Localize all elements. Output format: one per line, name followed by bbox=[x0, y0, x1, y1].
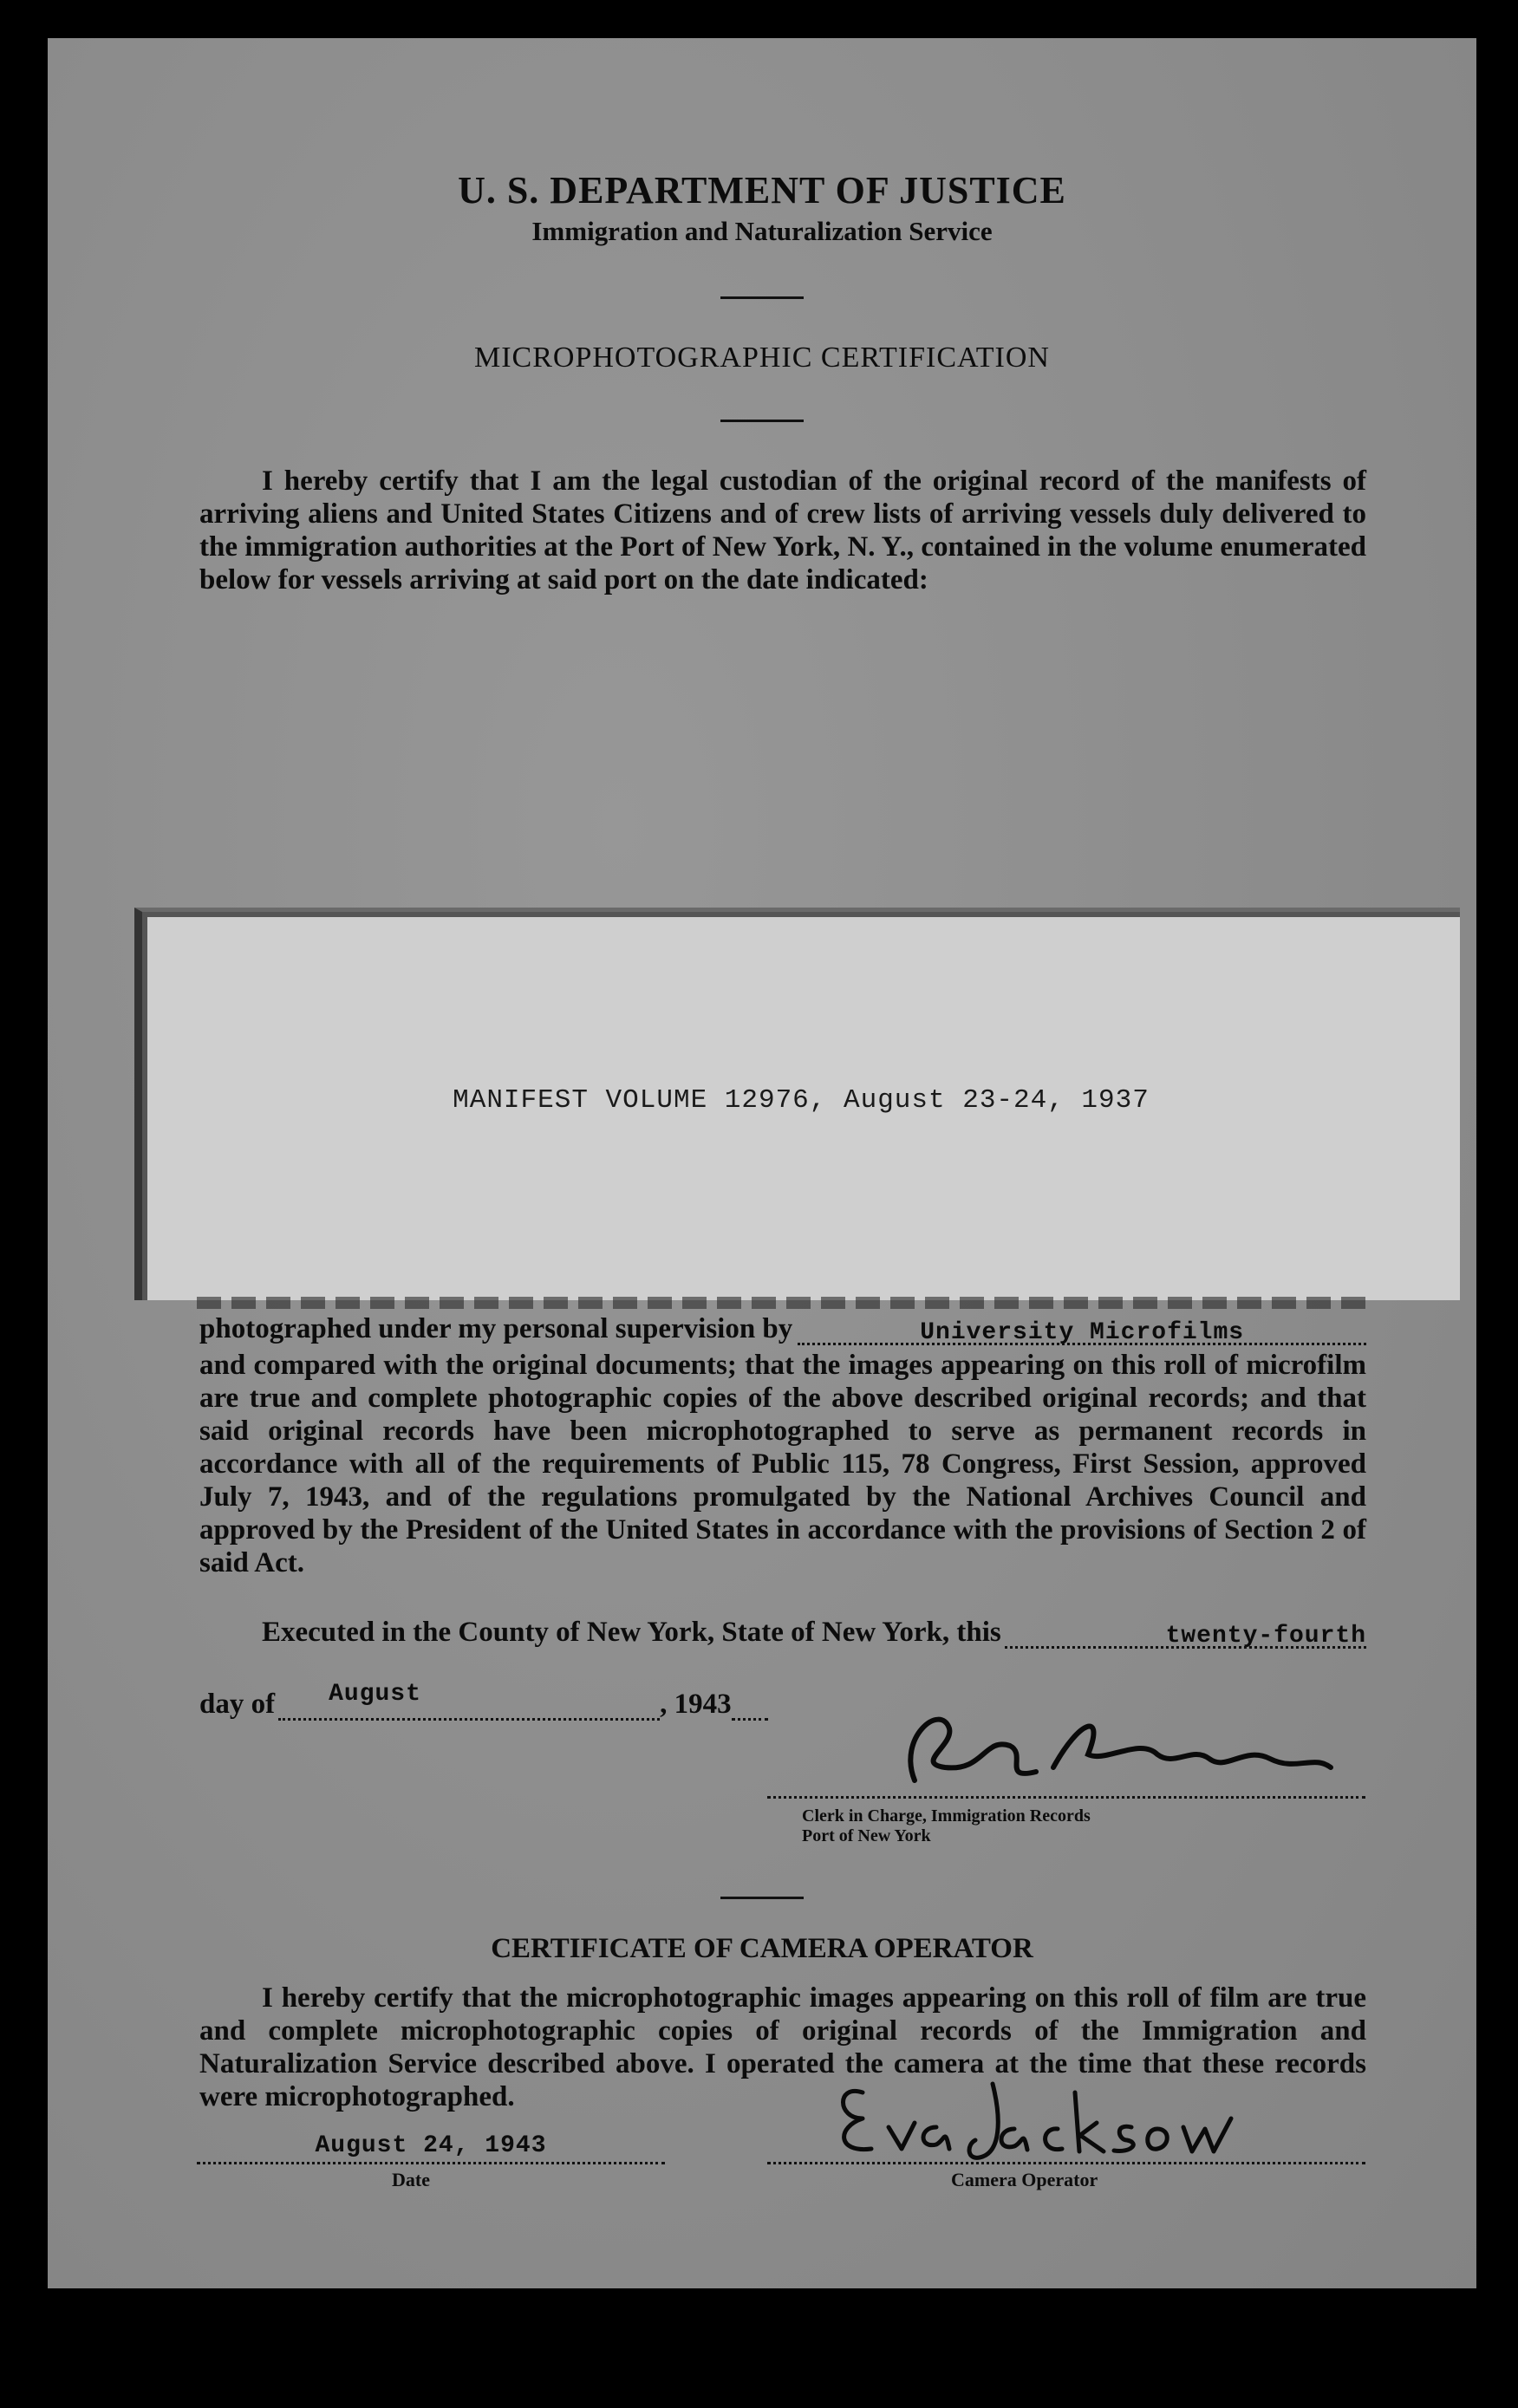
service-subheading: Immigration and Naturalization Service bbox=[531, 216, 993, 246]
clerk-signature bbox=[880, 1685, 1365, 1798]
certificate-page bbox=[48, 38, 1476, 2288]
form-title: MICROPHOTOGRAPHIC CERTIFICATION bbox=[473, 342, 1050, 374]
year-trailing-dots bbox=[732, 1689, 768, 1721]
obscured-text-line bbox=[197, 1297, 1376, 1309]
divider bbox=[720, 420, 804, 422]
photographed-by-line bbox=[199, 1312, 1366, 1345]
month-value: August bbox=[329, 1681, 421, 1708]
year-value: , 1943 bbox=[660, 1689, 732, 1720]
date-field bbox=[197, 2131, 665, 2164]
certification-body: and compared with the original documents; that the images appearing on this roll of microfilm are true and complete photographic copies of the above described original records; and that said original records have been microphotographed to serve as permanent records in accordance with all of the requirements of Public 115, 78 Congress, First Session, approved July 7, 1943, and of the regulations promulgated by the National Archives Council and approved by the President of the United States in accordance with the provisions of Section 2 of said Act. bbox=[199, 1350, 1366, 1578]
camera-operator-body: I hereby certify that the microphotographic images appearing on this roll of film are true and complete microphotographic copies of original records of the Immigration and Naturalization Service described above. I operated the camera at the time that these records were microphotographed. bbox=[199, 1982, 1366, 2112]
divider bbox=[720, 1897, 804, 1899]
camera-operator-title: CERTIFICATE OF CAMERA OPERATOR bbox=[491, 1933, 1033, 1964]
date-value: August 24, 1943 bbox=[315, 2132, 547, 2159]
department-heading: U. S. DEPARTMENT OF JUSTICE bbox=[458, 169, 1066, 212]
manifest-volume-strip bbox=[134, 908, 1460, 1300]
executed-line bbox=[199, 1616, 1366, 1649]
clerk-title-line2: Port of New York bbox=[802, 1826, 931, 1845]
operator-label: Camera Operator bbox=[951, 2169, 1098, 2190]
photographed-by-field bbox=[798, 1313, 1366, 1345]
executed-day-value: twenty-fourth bbox=[1165, 1623, 1366, 1650]
photographed-prefix: photographed under my personal supervision by bbox=[199, 1313, 793, 1344]
date-label: Date bbox=[392, 2169, 430, 2190]
photographed-by-value: University Microfilms bbox=[920, 1319, 1245, 1346]
manifest-volume-label: MANIFEST VOLUME 12976, August 23-24, 1937 bbox=[453, 1085, 1150, 1116]
executed-prefix: Executed in the County of New York, State of New York, this bbox=[262, 1617, 1001, 1648]
day-of-line bbox=[199, 1683, 806, 1721]
executed-day-field bbox=[1005, 1617, 1366, 1649]
divider bbox=[720, 296, 804, 299]
certification-intro: I hereby certify that I am the legal custodian of the original record of the manifests of arriving aliens and United States Citizens and of crew lists of arriving vessels duly delivered to the immigration authorities at the Port of New York, N. Y., contained in the volume enumerated below for vessels arriving at said port on the date indicated: bbox=[199, 465, 1366, 595]
operator-signature bbox=[828, 2066, 1261, 2170]
month-field bbox=[278, 1683, 660, 1721]
day-of-label: day of bbox=[199, 1689, 276, 1720]
clerk-title-line1: Clerk in Charge, Immigration Records bbox=[802, 1806, 1091, 1826]
